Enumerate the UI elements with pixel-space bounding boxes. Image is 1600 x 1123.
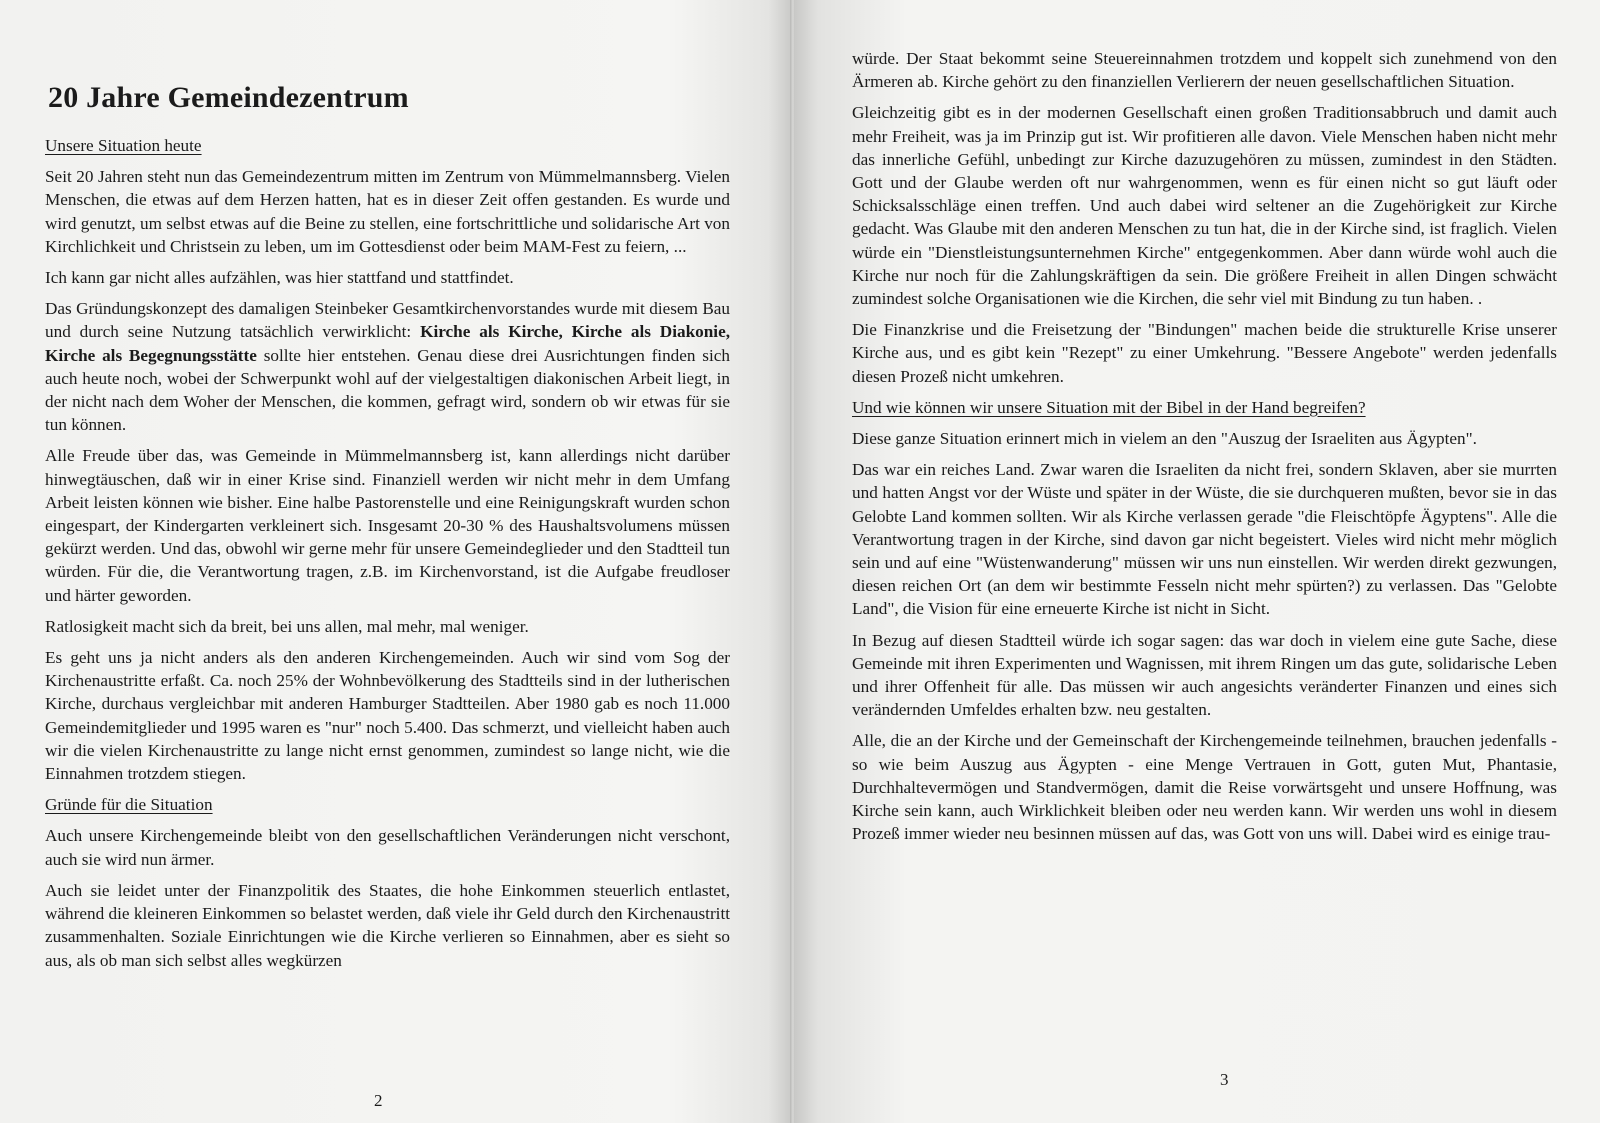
- right-page: [794, 0, 1600, 1123]
- bold-emphasis: Kirche als Kirche, Kirche als Diakonie, Kirche als Begegnungsstätte: [45, 322, 731, 365]
- section-heading-reasons: Gründe für die Situation: [45, 795, 213, 815]
- paragraph: In Bezug auf diesen Stadtteil würde ich sogar sagen: das war doch in vielem eine gute Sache, diese Gemeinde mit ihren Experimenten und Wagnissen, mit ihrem Ringen um das gute, solidarische Leben und ihrer Offenheit für alle. Das müssen wir auch angesichts veränderter Finanzen und eines sich verändernden Umfeldes erhalten bzw. neu gestalten.: [852, 630, 1557, 720]
- paragraph: Gleichzeitig gibt es in der modernen Gesellschaft einen großen Traditionsabbruch und damit auch mehr Freiheit, was ja im Prinzip gut ist. Wir profitieren alle davon. Viele Menschen haben nicht mehr das innerliche Gefühl, unbedingt zur Kirche dazuzugehören zu müssen, zumindest in den Städten. Gott und der Glaube werden oft nur wahrgenommen, wenn es für einen nicht so gut läuft oder Schicksalsschläge einen treffen. Und auch dabei wird seltener an die Zugehörigkeit zur Kirche gedacht. Was Glaube mit den anderen Menschen zu tun hat, die in der Kirche sind, ist fraglich. Vielen würde ein "Dienstleistungsunternehmen Kirche" entgegenkommen. Aber dann würde wohl auch die Kirche nur noch für die Zahlungskräftigen da sein. Die größere Freiheit in allen Dingen schwächt zumindest solche Organisationen wie die Kirchen, die sehr viel mit Bindung zu tun haben. .: [852, 103, 1557, 309]
- paragraph: Ich kann gar nicht alles aufzählen, was hier stattfand und stattfindet.: [45, 268, 514, 288]
- section-heading-situation: Unsere Situation heute: [45, 136, 202, 155]
- paragraph-founding-concept: [45, 297, 730, 436]
- paragraph: würde. Der Staat bekommt seine Steuereinnahmen trotzdem und koppelt sich zunehmend von den Ärmeren ab. Kirche gehört zu den finanziellen Verlierern der neuen gesellschaftlichen Situation.: [852, 49, 1557, 92]
- paragraph: Ratlosigkeit macht sich da breit, bei uns allen, mal mehr, mal weniger.: [45, 616, 529, 636]
- section-heading-bible: Und wie können wir unsere Situation mit der Bibel in der Hand begreifen?: [852, 397, 1366, 417]
- paragraph: Auch unsere Kirchengemeinde bleibt von den gesellschaftlichen Veränderungen nicht verschont, auch sie wird nun ärmer.: [45, 826, 730, 869]
- page-number: 3: [1220, 1070, 1229, 1089]
- left-page: [0, 0, 792, 1123]
- left-page-text-column: [45, 72, 730, 980]
- paragraph: Diese ganze Situation erinnert mich in vielem an den "Auszug der Israeliten aus Ägypten".: [852, 429, 1477, 449]
- article-title: 20 Jahre Gemeindezentrum: [48, 81, 409, 114]
- right-page-text-column: [852, 47, 1557, 854]
- paragraph: Auch sie leidet unter der Finanzpolitik des Staates, die hohe Einkommen steuerlich entlastet, während die kleineren Einkommen so belastet werden, daß viele ihr Geld durch den Kirchenaustritt zusammenhalten. Soziale Einrichtungen wie die Kirche verlieren so Einnahmen, aber es sieht so aus, als ob man sich selbst alles wegkürzen: [45, 880, 730, 970]
- paragraph-text: Das Gründungskonzept des damaligen Steinbeker Gesamtkirchenvorstandes wurde mit diesem Bau und durch seine Nutzung tatsächlich verwirklicht:: [45, 299, 730, 342]
- paragraph: Alle Freude über das, was Gemeinde in Mümmelmannsberg ist, kann allerdings nicht darüber hinwegtäuschen, daß wir in einer Krise sind. Finanziell werden wir nicht mehr in dem Umfang Arbeit leisten können wie bisher. Eine halbe Pastorenstelle und eine Reinigungskraft wurden schon eingespart, der Kindergarten verkleinert sich. Insgesamt 20-30 % des Haushaltsvolumens müssen gekürzt werden. Und das, obwohl wir gerne mehr für unsere Gemeindeglieder und den Stadtteil tun würden. Für die, die Verantwortung tragen, z.B. im Kirchenvorstand, ist die Aufgabe freudloser und härter geworden.: [45, 446, 730, 605]
- paragraph: Es geht uns ja nicht anders als den anderen Kirchengemeinden. Auch wir sind vom Sog der Kirchenaustritte erfaßt. Ca. noch 25% der Wohnbevölkerung des Stadtteils sind in der lutherischen Kirche, durchaus vergleichbar mit anderen Hamburger Stadtteilen. Aber 1980 gab es noch 11.000 Gemeindemitglieder und 1995 waren es "nur" noch 5.400. Das schmerzt, und vielleicht haben auch wir die vielen Kirchenaustritte zu lange nicht ernst genommen, zumindest so lange nicht, wie die Einnahmen trotzdem stiegen.: [45, 648, 730, 784]
- paragraph: Das war ein reiches Land. Zwar waren die Israeliten da nicht frei, sondern Sklaven, aber sie murrten und hatten Angst vor der Wüste und später in der Wüste, die sie durchqueren mußten, bevor sie in das Gelobte Land kommen sollten. Wir als Kirche verlassen gerade "die Fleischtöpfe Ägyptens". Alle die Verantwortung tragen in der Kirche, sind davon gar nicht begeistert. Vieles wird nicht mehr möglich sein und auf eine "Wüstenwanderung" müssen wir uns nun einstellen. Wir werden direkt gezwungen, diesen reichen Ort (an dem wir bestimmte Fesseln nicht mehr spürten?) zu verlassen. Das "Gelobte Land", die Vision für eine erneuerte Kirche ist nicht in Sicht.: [852, 460, 1557, 619]
- paragraph: Die Finanzkrise und die Freisetzung der "Bindungen" machen beide die strukturelle Krise unserer Kirche aus, und es gibt kein "Rezept" zu einer Umkehrung. "Bessere Angebote" werden jedenfalls diesen Prozeß nicht umkehren.: [852, 320, 1557, 386]
- paragraph: Seit 20 Jahren steht nun das Gemeindezentrum mitten im Zentrum von Mümmelmannsberg. Vielen Menschen, die etwas auf dem Herzen hatten, hat es in dieser Zeit offen gestanden. Es wurde und wird genutzt, um selbst etwas auf die Beine zu stellen, eine fortschrittliche und solidarische Art von Kirchlichkeit und Christsein zu leben, um im Gottesdienst oder beim MAM-Fest zu feiern, ...: [45, 167, 730, 256]
- page-number: 2: [374, 1091, 383, 1110]
- paragraph: Alle, die an der Kirche und der Gemeinschaft der Kirchengemeinde teilnehmen, brauchen jedenfalls - so wie beim Auszug aus Ägypten - eine Menge Vertrauen in Gott, guten Mut, Phantasie, Durchhaltevermögen und Standvermögen, damit die Reise vorwärtsgeht und unsere Hoffnung, was Kirche sein kann, auch Wirklichkeit bleiben oder neu werden kann. Wir werden uns wohl in diesem Prozeß immer wieder neu besinnen müssen auf das, was Gott von uns will. Dabei wird es einige trau-: [852, 731, 1557, 844]
- paragraph-text: sollte hier entstehen. Genau diese drei Ausrichtungen finden sich auch heute noch, wobei der Schwerpunkt wohl auf der vielgestaltigen diakonischen Arbeit liegt, in der nicht nach dem Woher der Menschen, die kommen, gefragt wird, sondern ob wir etwas für sie tun können.: [45, 345, 730, 435]
